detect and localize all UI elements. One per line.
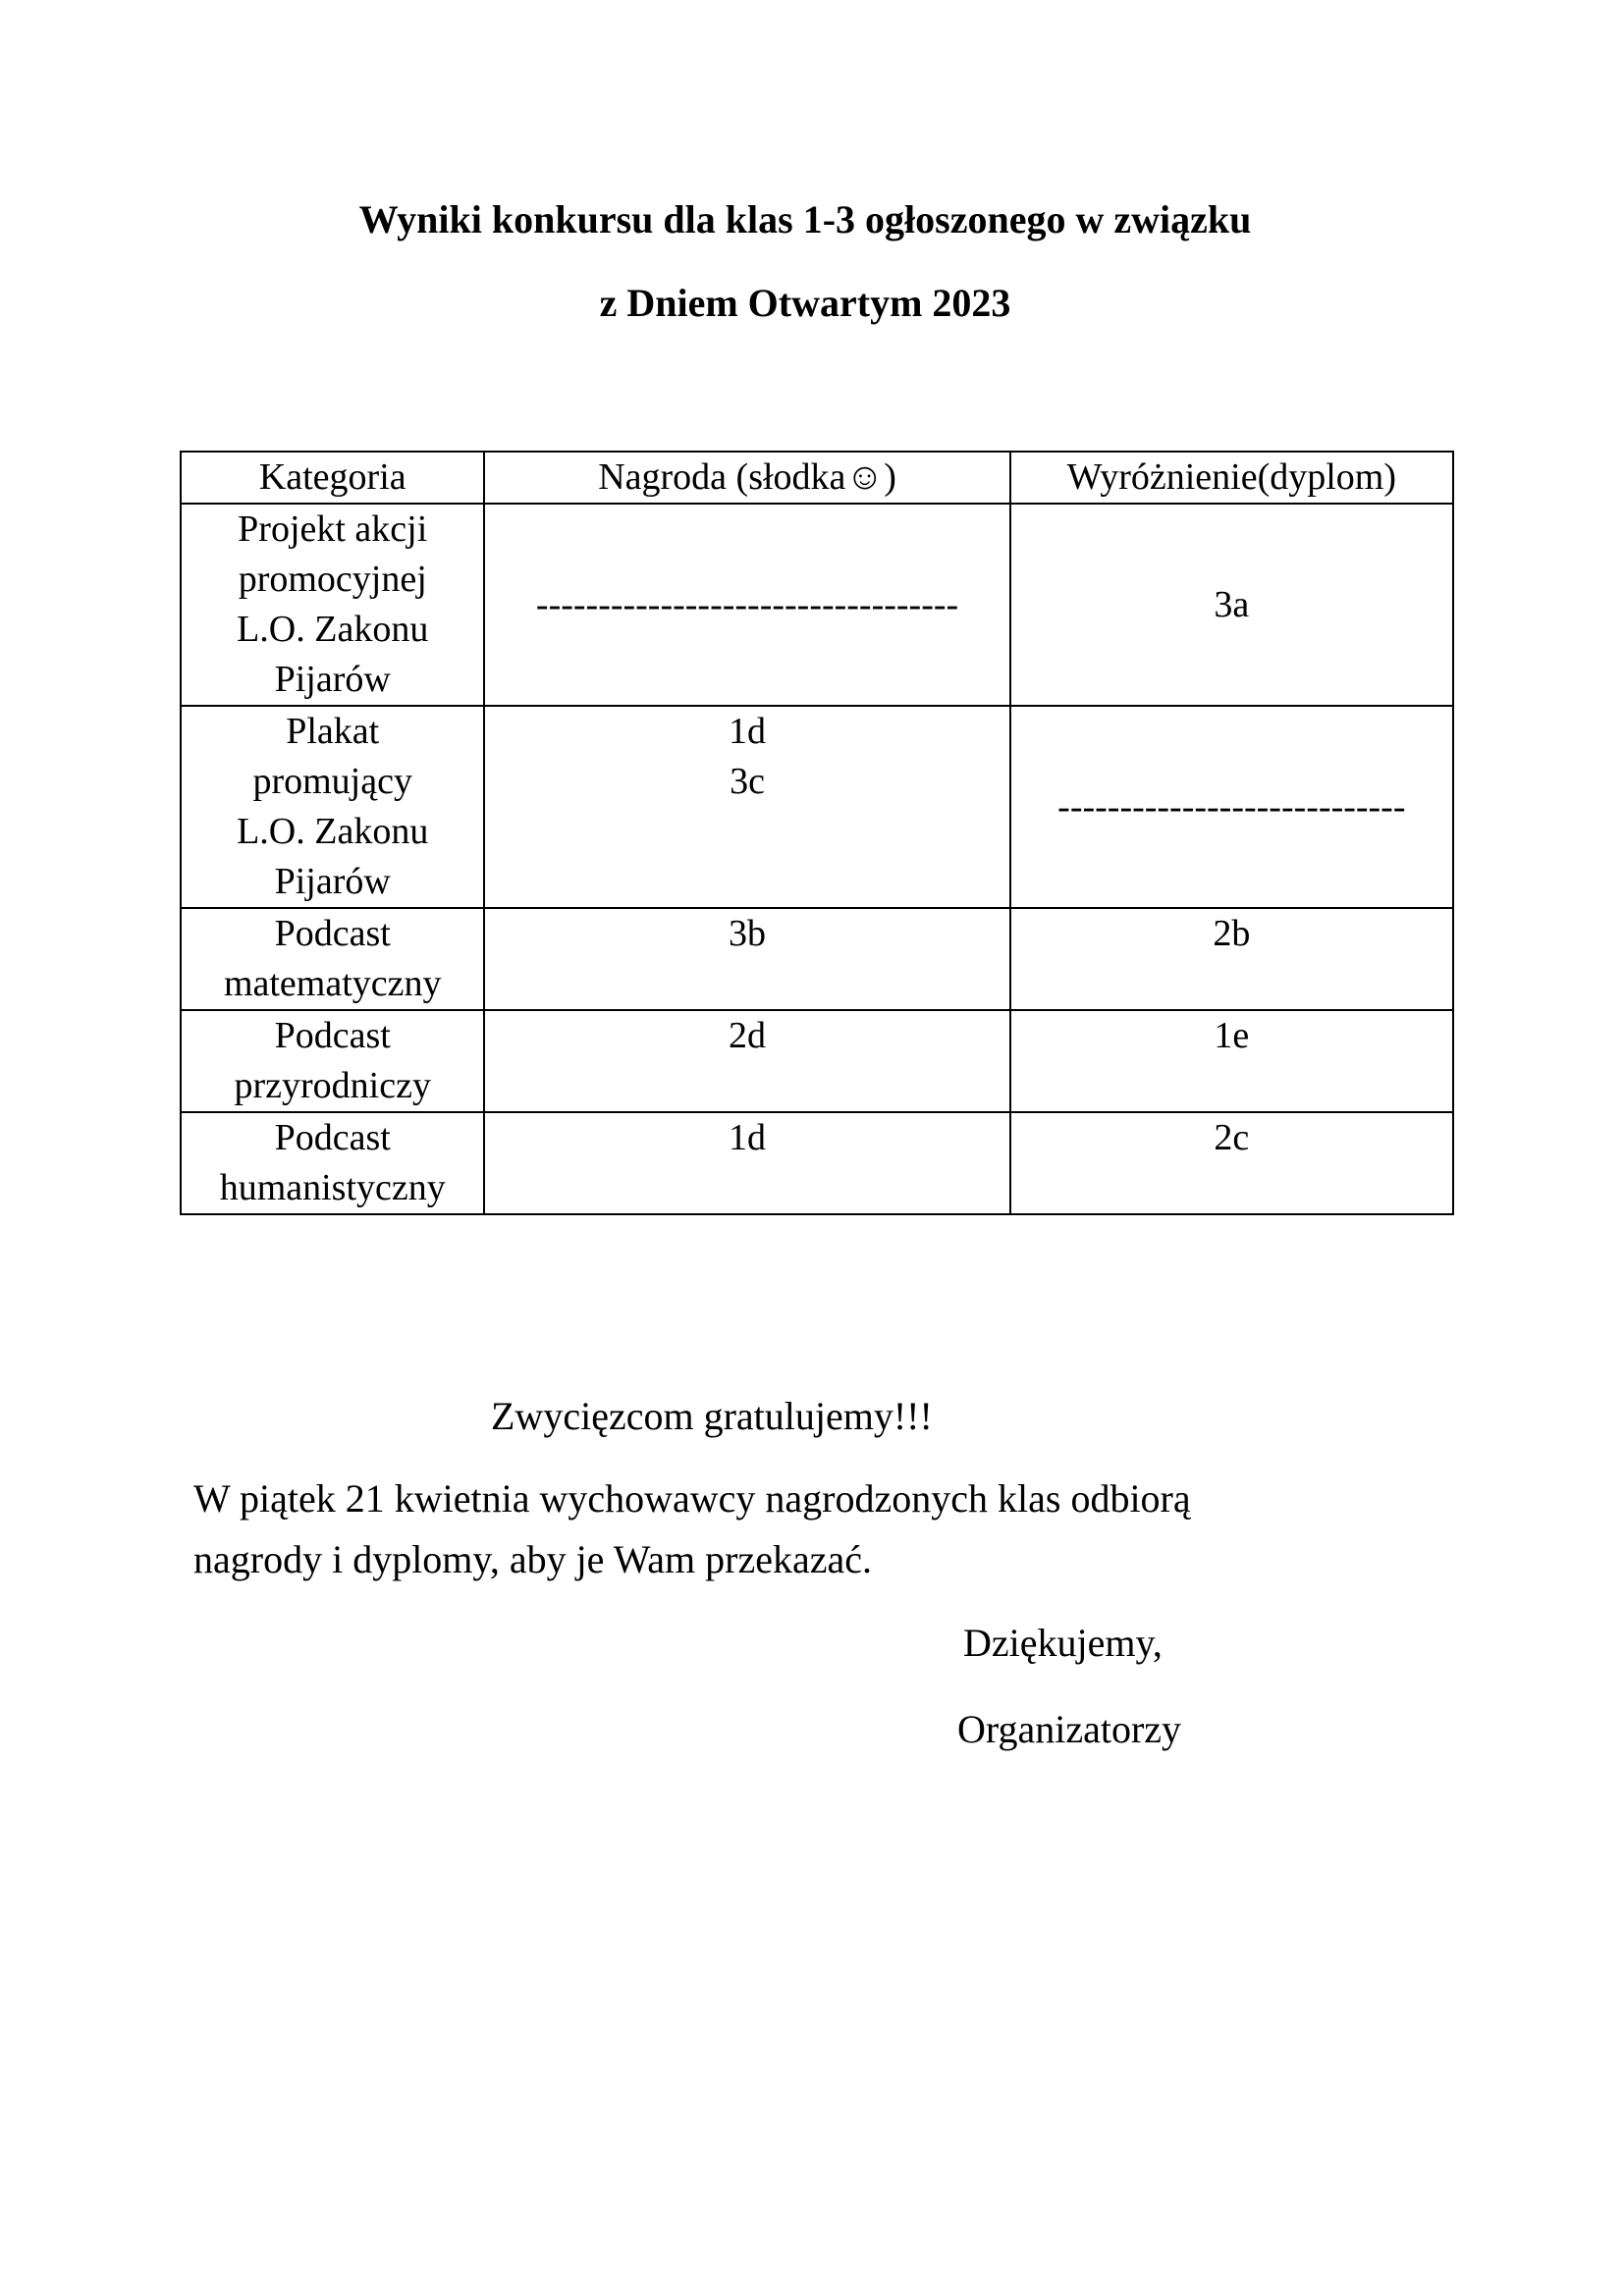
prize-cell — [484, 706, 1009, 908]
category-line: promocyjnej — [238, 559, 427, 600]
category-cell — [181, 1112, 484, 1214]
table-row — [181, 908, 1453, 1010]
category-line: przyrodniczy — [234, 1065, 431, 1106]
prize-line: 3c — [730, 761, 765, 802]
category-line: Pijarów — [274, 659, 391, 700]
category-line: L.O. Zakonu — [237, 609, 429, 650]
thanks-text: Dziękujemy, — [963, 1621, 1163, 1665]
results-table — [180, 451, 1454, 1215]
page-title-line-1: Wyniki konkursu dla klas 1-3 ogłoszonego w związku — [358, 197, 1252, 241]
organizers-signature: Organizatorzy — [957, 1707, 1182, 1751]
distinction-cell: 3a — [1010, 504, 1453, 706]
congratulations-text: Zwycięzcom gratulujemy!!! — [491, 1394, 933, 1438]
prize-line: 1d — [729, 711, 767, 752]
category-cell — [181, 908, 484, 1010]
info-text-line-1: W piątek 21 kwietnia wychowawcy nagrodzonych klas odbiorą — [193, 1476, 1191, 1521]
table-header-row — [181, 452, 1453, 504]
prize-cell: ---------------------------------- — [484, 504, 1009, 706]
prize-cell: 1d — [484, 1112, 1009, 1214]
distinction-cell: ---------------------------- — [1010, 706, 1453, 908]
page-title-line-2: z Dniem Otwartym 2023 — [599, 281, 1011, 325]
category-line: L.O. Zakonu — [237, 811, 429, 852]
header-distinction: Wyróżnienie(dyplom) — [1010, 452, 1453, 504]
category-line: humanistyczny — [219, 1167, 446, 1208]
category-cell — [181, 706, 484, 908]
distinction-cell: 1e — [1010, 1010, 1453, 1112]
table-row — [181, 706, 1453, 908]
category-cell — [181, 504, 484, 706]
table-row — [181, 1010, 1453, 1112]
header-prize: Nagroda (słodka☺) — [484, 452, 1009, 504]
category-line: Podcast — [274, 913, 391, 954]
category-line: Projekt akcji — [238, 508, 428, 550]
info-text-line-2: nagrody i dyplomy, aby je Wam przekazać. — [193, 1537, 872, 1581]
table-row — [181, 504, 1453, 706]
distinction-cell: 2c — [1010, 1112, 1453, 1214]
table-row — [181, 1112, 1453, 1214]
category-line: Plakat — [286, 711, 380, 752]
category-line: Podcast — [274, 1117, 391, 1158]
category-cell — [181, 1010, 484, 1112]
distinction-cell: 2b — [1010, 908, 1453, 1010]
category-line: matematyczny — [223, 963, 442, 1004]
category-line: Podcast — [274, 1015, 391, 1056]
prize-cell: 3b — [484, 908, 1009, 1010]
category-line: Pijarów — [274, 861, 391, 902]
category-line: promujący — [252, 761, 412, 802]
prize-cell: 2d — [484, 1010, 1009, 1112]
header-category: Kategoria — [181, 452, 484, 504]
